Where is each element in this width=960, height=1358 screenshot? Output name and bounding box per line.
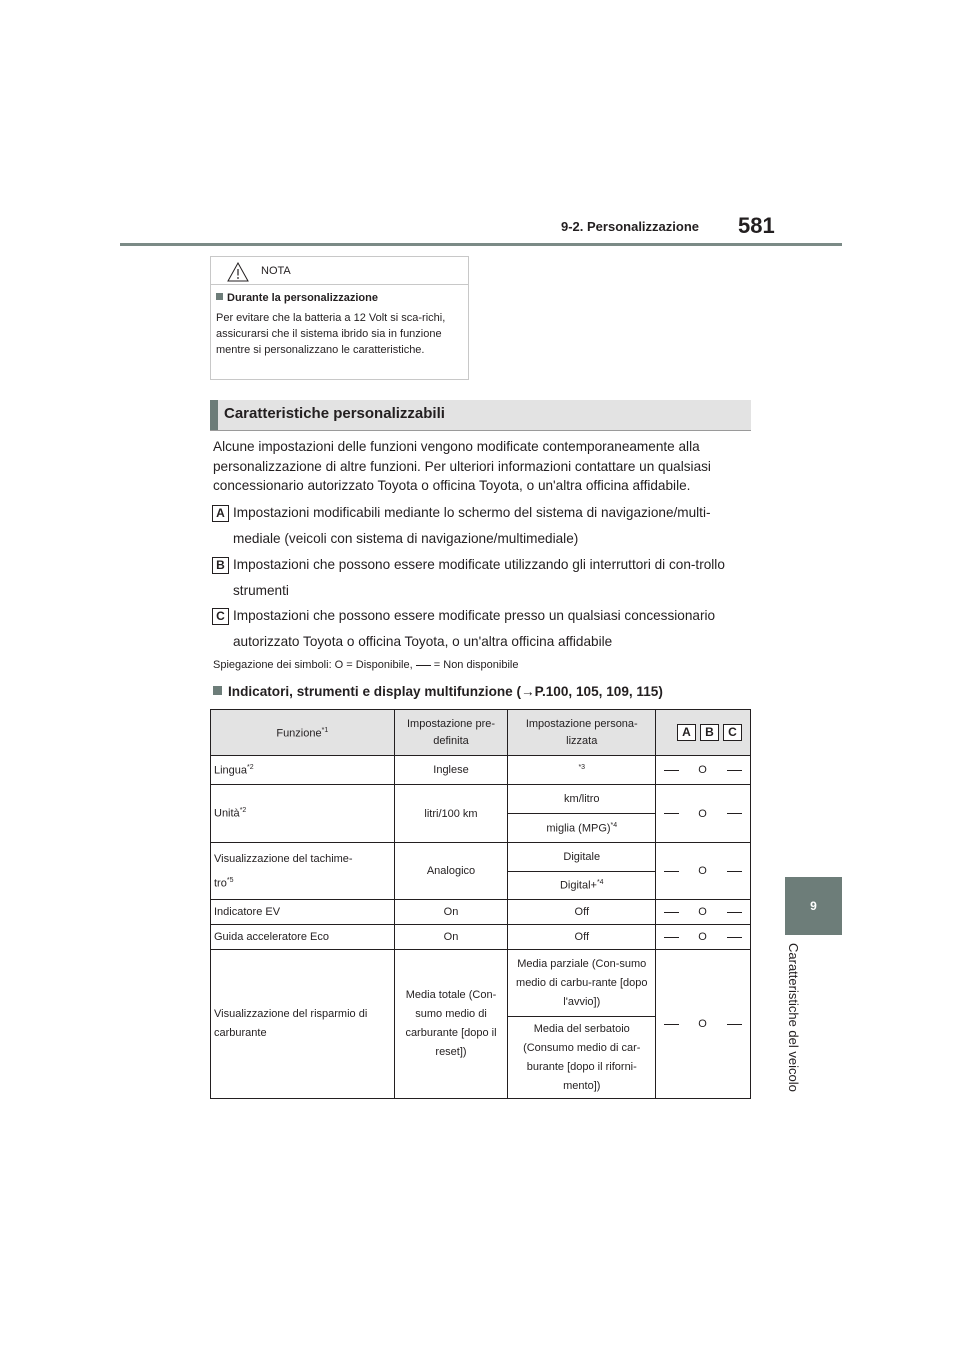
dash-symbol-icon: [416, 665, 431, 666]
cell-c: [719, 843, 751, 900]
item-a-text: Impostazioni modificabili mediante lo schermo del sistema di navigazione/multi-mediale (veicoli con sistema di navigazione/multimediale): [233, 505, 711, 546]
chapter-label: Caratteristiche del veicolo: [786, 943, 801, 1092]
cell-b: O: [687, 843, 719, 900]
cell-function: Visualizzazione del tachime- tro$^{*5}$: [211, 843, 395, 900]
dash-icon: [664, 813, 679, 814]
section-accent: [210, 400, 218, 430]
cell-default: On: [394, 925, 508, 950]
note-text: Per evitare che la batteria a 12 Volt si sca-richi, assicurarsi che il sistema ibrido sia in funzione mentre si personalizzano le caratteristiche.: [216, 312, 446, 356]
chapter-tab: 9: [785, 877, 842, 935]
table-row: [211, 950, 751, 1017]
settings-table: [210, 709, 751, 1099]
table-subheading: [213, 684, 663, 699]
dash-icon: [664, 1024, 679, 1025]
dash-icon: [727, 770, 742, 771]
cell-custom: Media del serbatoio (Consumo medio di car-burante [dopo il riforni-mento]): [508, 1017, 656, 1099]
cell-default: Inglese: [394, 756, 508, 785]
cell-a: [656, 756, 687, 785]
cell-b: O: [687, 756, 719, 785]
warning-triangle-icon: [227, 262, 249, 282]
header-badge-b: B: [700, 724, 719, 741]
cell-function: Guida acceleratore Eco: [211, 925, 395, 950]
cell-b: O: [687, 925, 719, 950]
symbol-legend: [213, 659, 518, 671]
cell-a: [656, 843, 687, 900]
dash-icon: [664, 937, 679, 938]
cell-b: O: [687, 785, 719, 843]
item-b-text: Impostazioni che possono essere modificate utilizzando gli interruttori di con-trollo strumenti: [233, 557, 725, 598]
section-header: 9-2. Personalizzazione: [561, 219, 699, 234]
section-heading: [210, 400, 751, 430]
dash-icon: [727, 813, 742, 814]
cell-custom: Digital+$^{*4}$: [508, 872, 656, 900]
dash-icon: [664, 871, 679, 872]
cell-default: litri/100 km: [394, 785, 508, 843]
subheading-text: Indicatori, strumenti e display multifunzione (→P.100, 105, 109, 115): [228, 684, 663, 699]
note-subtitle: [216, 292, 378, 304]
header-abc: [656, 710, 751, 756]
badge-b: B: [212, 557, 229, 574]
cell-function: Unità$^{*2}$: [211, 785, 395, 843]
dash-icon: [727, 937, 742, 938]
cell-a: [656, 925, 687, 950]
legend-suffix: = Non disponibile: [433, 659, 519, 671]
cell-default: On: [394, 900, 508, 925]
note-header: [211, 257, 468, 285]
badge-a: A: [212, 505, 229, 522]
table-row: [211, 900, 751, 925]
cell-a: [656, 785, 687, 843]
chapter-label-container: [786, 943, 806, 1113]
header-rule: [120, 243, 842, 246]
cell-custom: Off: [508, 900, 656, 925]
table-row: [211, 756, 751, 785]
header-funzione: Funzione$^{*1}$: [211, 710, 395, 756]
cell-a: [656, 900, 687, 925]
cell-custom: Digitale: [508, 843, 656, 872]
cell-c: [719, 785, 751, 843]
header-custom: Impostazione persona-lizzata: [508, 710, 656, 756]
cell-c: [719, 756, 751, 785]
cell-custom: *3: [508, 756, 656, 785]
bullet-square-icon: [213, 686, 222, 695]
table-header-row: [211, 710, 751, 756]
bullet-square-icon: [216, 293, 223, 300]
dash-icon: [727, 871, 742, 872]
header-default: Impostazione pre-definita: [394, 710, 508, 756]
table-row: [211, 925, 751, 950]
cell-custom: miglia (MPG)$^{*4}$: [508, 814, 656, 843]
note-subtitle-text: Durante la personalizzazione: [227, 292, 378, 304]
legend-prefix: Spiegazione dei simboli: O = Disponibile,: [213, 659, 413, 671]
cell-custom: km/litro: [508, 785, 656, 814]
page-number: 581: [738, 213, 775, 238]
dash-icon: [727, 1024, 742, 1025]
item-c-text: Impostazioni che possono essere modificate presso un qualsiasi concessionario autorizzato Toyota o officina Toyota, o un'altra officina affidabile: [233, 608, 716, 649]
cell-b: O: [687, 900, 719, 925]
cell-b: O: [687, 950, 719, 1099]
section-underline: [210, 430, 751, 431]
dash-icon: [664, 912, 679, 913]
cell-function: Lingua$^{*2}$: [211, 756, 395, 785]
intro-paragraph: Alcune impostazioni delle funzioni vengono modificate contemporaneamente alla personalizzazione di altre funzioni. Per ulteriori informazioni contattare un qualsiasi concessionario autorizzato Toyota o officina Toyota, o un'altra officina affidabile.: [213, 439, 711, 493]
note-box: [210, 256, 469, 380]
cell-function: Visualizzazione del risparmio di carburante: [211, 950, 395, 1099]
section-title: Caratteristiche personalizzabili: [224, 405, 445, 422]
cell-c: [719, 950, 751, 1099]
cell-c: [719, 900, 751, 925]
header-badge-a: A: [677, 724, 696, 741]
cell-c: [719, 925, 751, 950]
note-title: NOTA: [261, 265, 291, 277]
cell-default: Analogico: [394, 843, 508, 900]
cell-function: Indicatore EV: [211, 900, 395, 925]
cell-custom: Media parziale (Con-sumo medio di carbu-rante [dopo l'avvio]): [508, 950, 656, 1017]
cell-custom: Off: [508, 925, 656, 950]
dash-icon: [664, 770, 679, 771]
table-row: [211, 785, 751, 814]
table-row: [211, 843, 751, 872]
cell-a: [656, 950, 687, 1099]
dash-icon: [727, 912, 742, 913]
header-badge-c: C: [723, 724, 742, 741]
cell-default: Media totale (Con-sumo medio di carburante [dopo il reset]): [394, 950, 508, 1099]
badge-c: C: [212, 608, 229, 625]
